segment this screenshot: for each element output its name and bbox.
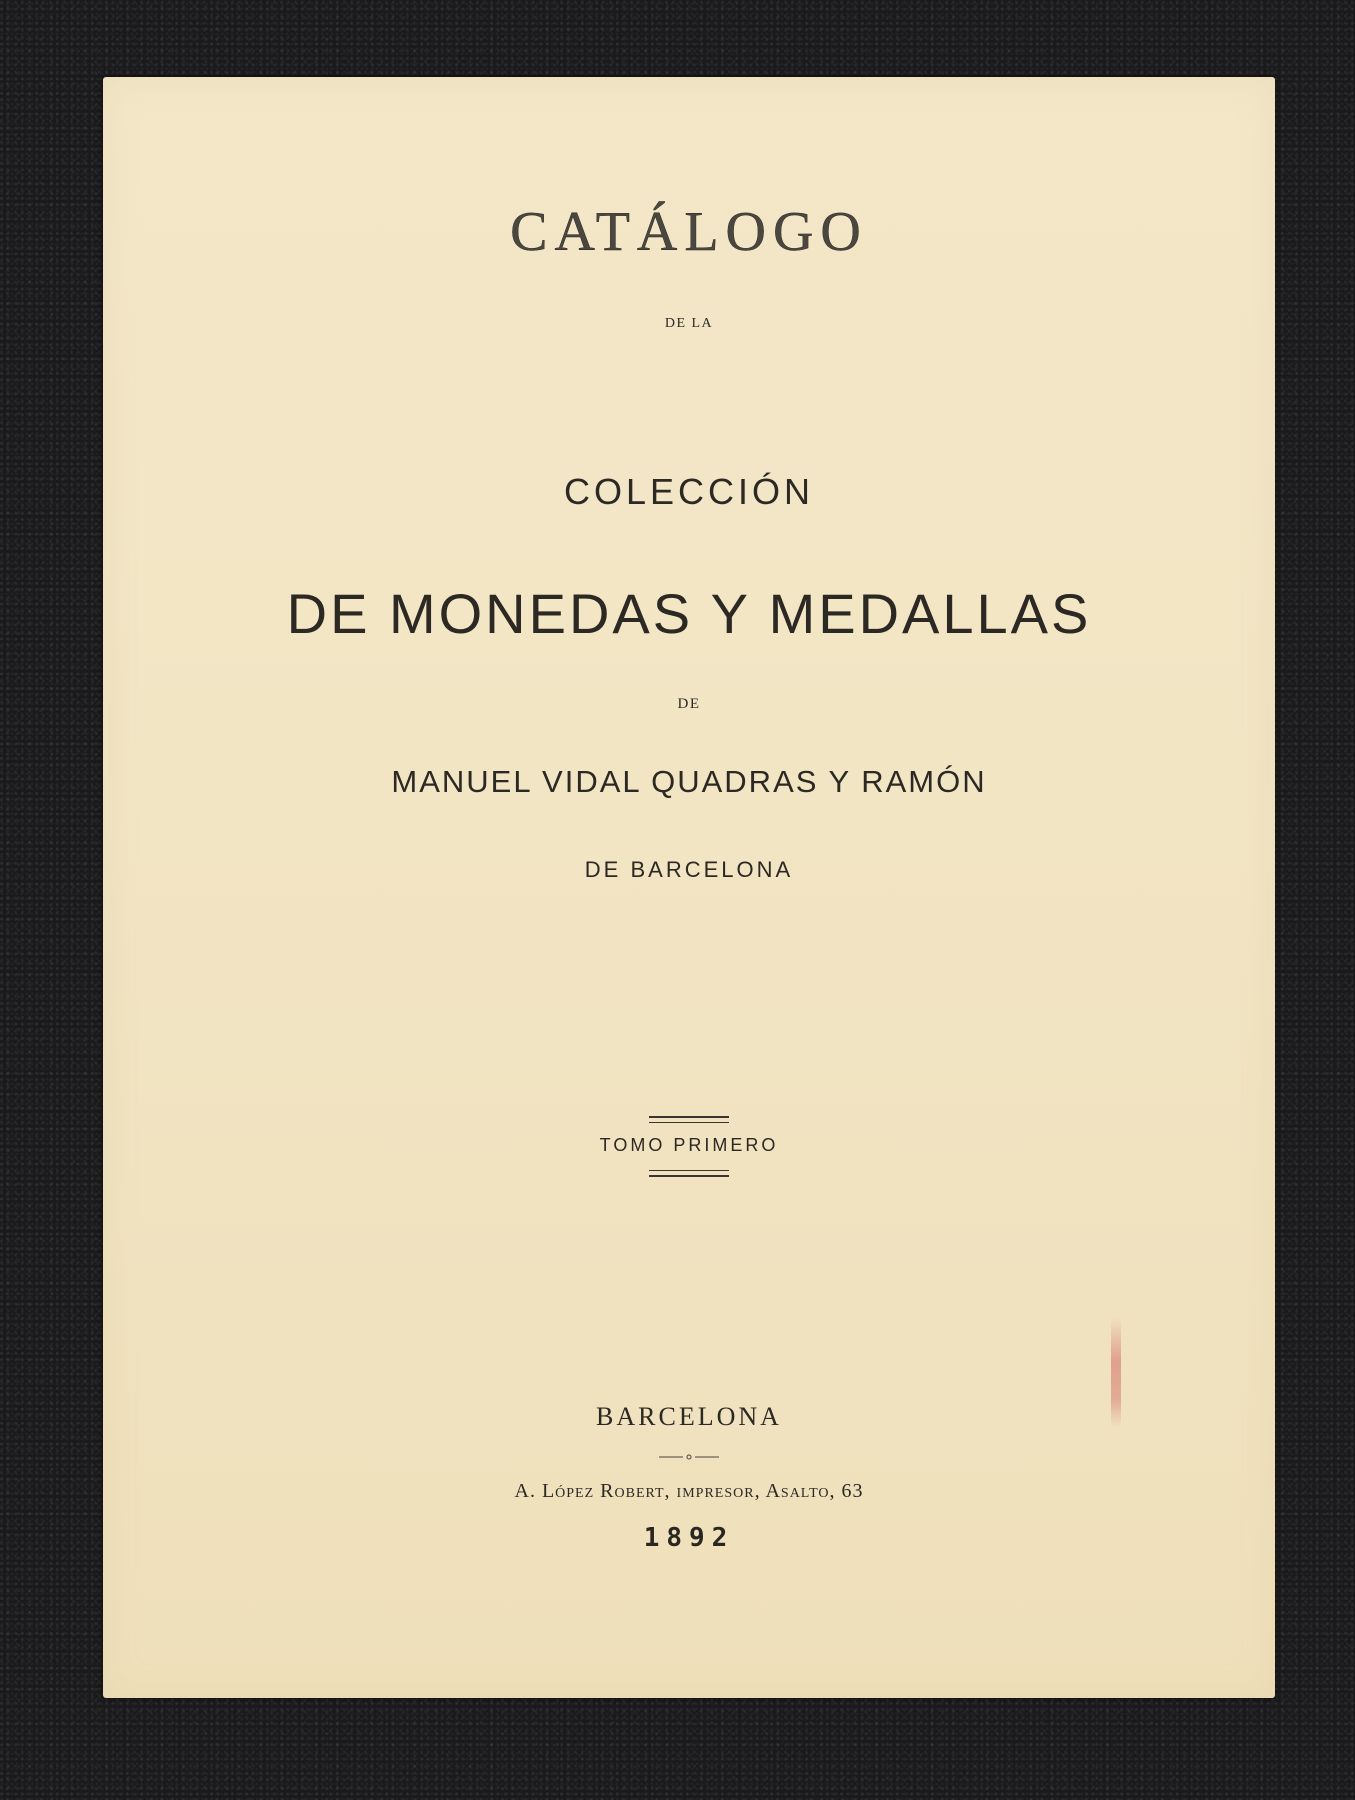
- publication-year: 1892: [643, 1523, 735, 1553]
- title-catalogo: CATÁLOGO: [510, 201, 868, 263]
- subtitle-de-la: DE LA: [664, 316, 714, 331]
- printer-imprint: A. López Robert, impresor, Asalto, 63: [514, 1480, 864, 1502]
- connector-de: DE: [677, 696, 701, 712]
- double-rule-bottom: [649, 1170, 729, 1177]
- book-cover: [103, 77, 1275, 1698]
- red-stain-mark: [1111, 1317, 1121, 1427]
- title-coleccion: COLECCIÓN: [563, 471, 815, 512]
- publication-place: BARCELONA: [596, 1402, 782, 1431]
- volume-label: TOMO PRIMERO: [599, 1135, 779, 1155]
- author-city: DE BARCELONA: [584, 857, 794, 882]
- author-name: MANUEL VIDAL QUADRAS Y RAMÓN: [391, 764, 987, 799]
- ornament-divider: [659, 1452, 719, 1462]
- double-rule-top: [649, 1116, 729, 1123]
- title-monedas-medallas: DE MONEDAS Y MEDALLAS: [286, 582, 1092, 645]
